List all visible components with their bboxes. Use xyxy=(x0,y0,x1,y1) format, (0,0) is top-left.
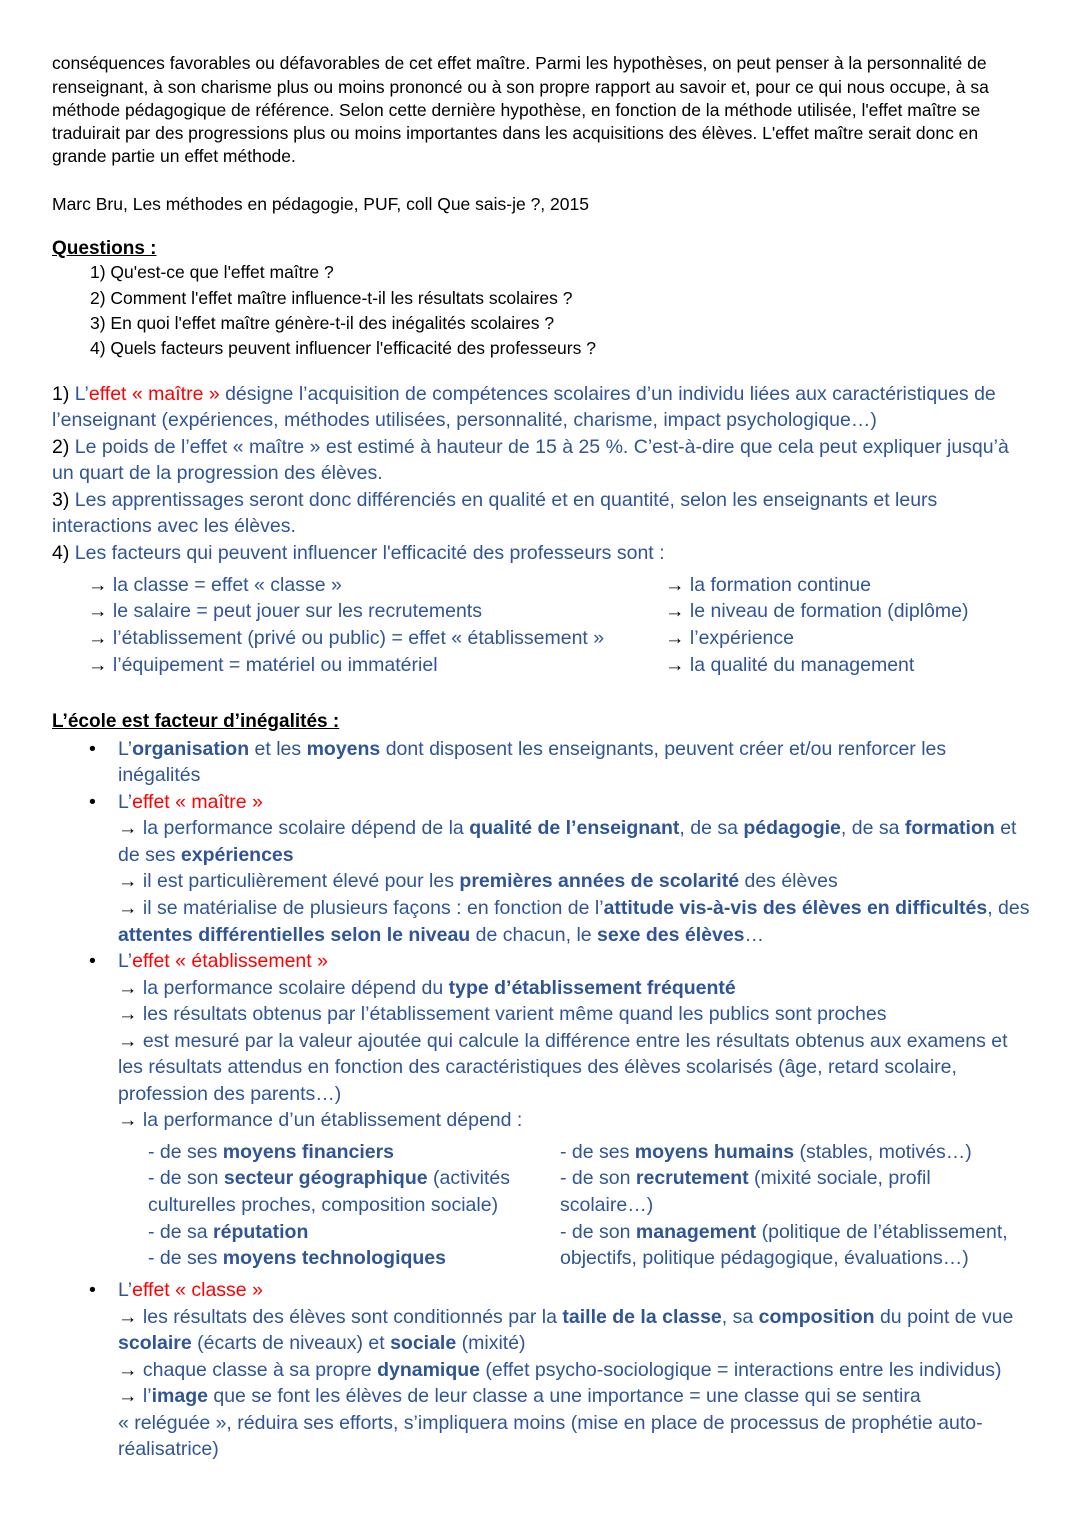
text-run: (effet psycho-sociologique = interactions entre les individus) xyxy=(480,1358,1002,1381)
bold-term: premières années de scolarité xyxy=(459,870,740,893)
bullet-line xyxy=(118,1081,1030,1108)
text-run: (mixité) xyxy=(456,1332,526,1355)
bold-term: attitude vis-à-vis des élèves en difficultés xyxy=(603,896,988,919)
citation-line: Marc Bru, Les méthodes en pédagogie, PUF, coll Que sais-je ?, 2015 xyxy=(52,194,589,215)
text-run: , sa xyxy=(721,1305,759,1328)
arrow-marker: → xyxy=(118,870,138,893)
text-run: et xyxy=(994,817,1017,840)
text-run: la formation continue xyxy=(684,573,871,596)
inequalities-heading: L’école est facteur d’inégalités : xyxy=(52,710,340,732)
text-run: l’enseignant (expériences, méthodes utilisées, personnalité, charisme, impact psychologique…) xyxy=(52,409,877,432)
bullet-line xyxy=(118,895,1030,922)
answers-block xyxy=(52,381,1030,567)
answer-line xyxy=(52,513,1030,540)
answer-line xyxy=(52,487,1030,514)
bold-term: scolaire xyxy=(118,1332,192,1355)
factor-item xyxy=(665,652,1035,679)
text-run: - de ses xyxy=(148,1140,223,1163)
inequality-item-organisation xyxy=(118,736,1030,789)
establishment-factor-line xyxy=(148,1139,548,1166)
text-run: - de ses xyxy=(560,1140,635,1163)
excerpt-line: conséquences favorables ou défavorables de cet effet maître. Parmi les hypothèses, on peut penser à la personnalité de xyxy=(52,53,987,74)
arrow-marker: → xyxy=(118,896,138,919)
bullet-line xyxy=(118,1107,1030,1134)
bold-term: réputation xyxy=(213,1220,309,1243)
arrow-marker: → xyxy=(88,600,108,623)
text-run: de ses xyxy=(118,843,181,866)
text-run: « reléguée », réduira ses efforts, s’impliquera moins (mise en place de processus de prophétie auto- xyxy=(118,1411,983,1434)
bold-term: type d’établissement fréquenté xyxy=(448,976,736,999)
text-run: … xyxy=(744,923,765,946)
bullet-line xyxy=(118,815,1030,842)
bullet-line xyxy=(118,842,1030,869)
arrow-marker: → xyxy=(665,653,685,676)
text-run: les résultats obtenus par l’établissement varient même quand les publics sont proches xyxy=(137,1003,887,1026)
bullet-line xyxy=(118,1436,1030,1463)
answer-number: 2) xyxy=(52,435,70,458)
bold-term: moyens humains xyxy=(634,1140,795,1163)
establishment-factor-line xyxy=(560,1219,1030,1246)
bold-term: management xyxy=(635,1220,757,1243)
text-run: les résultats des élèves sont conditionnés par la xyxy=(137,1305,563,1328)
bullet-line xyxy=(118,1028,1030,1055)
establishment-factors-right xyxy=(560,1139,1030,1272)
text-run: - de ses xyxy=(148,1247,223,1270)
text-run: l’expérience xyxy=(684,627,794,650)
text-run: chaque classe à sa propre xyxy=(137,1358,378,1381)
arrow-marker: → xyxy=(118,1358,138,1381)
inequality-item-effet-etablissement xyxy=(118,948,1030,1134)
answer-number: 3) xyxy=(52,488,70,511)
bold-term: sociale xyxy=(390,1332,457,1355)
text-run: - de son xyxy=(560,1167,636,1190)
arrow-marker: → xyxy=(118,1385,138,1408)
excerpt-line: renseignant, à son charisme plus ou moins prononcé ou à son propre rapport au savoir et, pour ce qui nous occupe, à sa xyxy=(52,76,989,97)
text-run: (politique de l’établissement, xyxy=(756,1220,1008,1243)
arrow-marker: → xyxy=(118,1003,138,1026)
text-run: , de sa xyxy=(679,817,744,840)
bullet-line xyxy=(118,789,1030,816)
question-item: 3) En quoi l'effet maître génère-t-il des inégalités scolaires ? xyxy=(90,312,555,333)
bullet-line xyxy=(118,1304,1030,1331)
inequalities-list xyxy=(118,736,1030,1463)
text-run: L’ xyxy=(118,1279,133,1302)
bold-term: organisation xyxy=(132,737,250,760)
inequality-item-effet-classe xyxy=(118,1277,1030,1463)
arrow-marker: → xyxy=(665,627,685,650)
text-run: l’établissement (privé ou public) = effet « établissement » xyxy=(107,627,605,650)
question-item: 4) Quels facteurs peuvent influencer l'efficacité des professeurs ? xyxy=(90,338,596,358)
bold-term: taille de la classe xyxy=(562,1305,722,1328)
text-run: culturelles proches, composition sociale) xyxy=(148,1193,499,1216)
text-run: et les xyxy=(249,737,307,760)
text-run: l’équipement = matériel ou immatériel xyxy=(107,653,438,676)
bullet-line xyxy=(118,1001,1030,1028)
text-run: objectifs, politique pédagogique, évaluations…) xyxy=(560,1247,969,1270)
bold-term: pédagogie xyxy=(743,817,841,840)
answer-line xyxy=(52,407,1030,434)
bold-term: moyens financiers xyxy=(222,1140,395,1163)
text-run: est mesuré par la valeur ajoutée qui calcule la différence entre les résultats obtenus aux examens et xyxy=(137,1029,1008,1052)
bold-term: sexe des élèves xyxy=(597,923,745,946)
text-run: la performance scolaire dépend du xyxy=(137,976,449,999)
text-run: désigne l’acquisition de compétences scolaires d’un individu liées aux caractéristiques de xyxy=(219,382,996,405)
establishment-factors-columns xyxy=(118,1139,1030,1272)
bold-term: formation xyxy=(904,817,995,840)
establishment-factor-line xyxy=(560,1165,1030,1192)
arrow-marker: → xyxy=(88,627,108,650)
bullet-line xyxy=(118,1383,1030,1410)
arrow-marker: → xyxy=(88,573,108,596)
questions-heading: Questions : xyxy=(52,237,157,259)
bullet-line xyxy=(118,1357,1030,1384)
arrow-marker: → xyxy=(88,653,108,676)
factor-item xyxy=(665,598,1035,625)
arrow-marker: → xyxy=(118,976,138,999)
bullet-line xyxy=(118,868,1030,895)
text-run: il se matérialise de plusieurs façons : en fonction de l’ xyxy=(137,896,604,919)
factor-item xyxy=(665,625,1035,652)
excerpt-paragraph xyxy=(52,52,1032,168)
text-run: que se font les élèves de leur classe a une importance = une classe qui se sentira xyxy=(207,1385,921,1408)
text-run: (écarts de niveaux) et xyxy=(191,1332,391,1355)
bullet-line xyxy=(118,1410,1030,1437)
text-run: Le poids de l’effet « maître » est estimé à hauteur de 15 à 25 %. C’est-à-dire que cela peut expliquer jusqu’à xyxy=(69,435,1009,458)
answer-number: 1) xyxy=(52,382,70,405)
question-item: 2) Comment l'effet maître influence-t-il les résultats scolaires ? xyxy=(90,287,573,308)
text-run: la qualité du management xyxy=(684,653,915,676)
text-run: Les facteurs qui peuvent influencer l'efficacité des professeurs sont : xyxy=(69,541,665,564)
establishment-factors-left xyxy=(148,1139,548,1272)
bold-term: moyens xyxy=(306,737,381,760)
text-run: L’ xyxy=(118,790,133,813)
establishment-factor-line xyxy=(560,1245,1030,1272)
excerpt-line: méthode pédagogique de référence. Selon cette dernière hypothèse, en fonction de la méthode utilisée, l'effet maître se xyxy=(52,99,981,120)
bullet-line xyxy=(118,975,1030,1002)
arrow-marker: → xyxy=(665,573,685,596)
arrow-marker: → xyxy=(118,1305,138,1328)
highlighted-term: effet « maître » xyxy=(88,382,220,405)
text-run: L’ xyxy=(118,950,133,973)
bold-term: recrutement xyxy=(635,1167,749,1190)
arrow-marker: → xyxy=(118,1029,138,1052)
source-citation xyxy=(52,193,1032,216)
establishment-factor-line xyxy=(148,1192,548,1219)
text-run: inégalités xyxy=(118,764,201,787)
text-run: la classe = effet « classe » xyxy=(107,573,342,596)
text-run: l’ xyxy=(137,1385,152,1408)
excerpt-line: traduirait par des progressions plus ou moins importantes dans les acquisitions des élèves. L'effet maître serait donc en xyxy=(52,123,979,143)
answer-line xyxy=(52,434,1030,461)
text-run: scolaire…) xyxy=(560,1193,654,1216)
factor-item xyxy=(88,572,653,599)
text-run: réalisatrice) xyxy=(118,1438,219,1461)
bold-term: attentes différentielles selon le niveau xyxy=(118,923,471,946)
bold-term: image xyxy=(151,1385,208,1408)
factor-item xyxy=(88,625,653,652)
highlighted-term: effet « établissement » xyxy=(132,950,328,973)
text-run: (mixité sociale, profil xyxy=(748,1167,931,1190)
bold-term: dynamique xyxy=(377,1358,480,1381)
text-run: profession des parents…) xyxy=(118,1082,342,1105)
bullet-line xyxy=(118,736,1030,763)
text-run: des élèves xyxy=(739,870,838,893)
establishment-factor-line xyxy=(148,1219,548,1246)
establishment-factor-line xyxy=(560,1139,1030,1166)
text-run: (activités xyxy=(427,1167,510,1190)
bullet-line xyxy=(118,948,1030,975)
question-item: 1) Qu'est-ce que l'effet maître ? xyxy=(90,262,334,283)
bullet-line xyxy=(118,1054,1030,1081)
factor-item xyxy=(88,598,653,625)
factor-item xyxy=(665,572,1035,599)
text-run: le niveau de formation (diplôme) xyxy=(684,600,969,623)
text-run: , des xyxy=(987,896,1030,919)
text-run: - de sa xyxy=(148,1220,214,1243)
bullet-line xyxy=(118,1330,1030,1357)
text-run: Les apprentissages seront donc différenciés en qualité et en quantité, selon les enseignants et leurs xyxy=(69,488,938,511)
text-run: la performance d’un établissement dépend : xyxy=(137,1109,523,1132)
bold-term: moyens technologiques xyxy=(222,1247,446,1270)
factors-list-left xyxy=(88,572,653,679)
establishment-factor-line xyxy=(148,1165,548,1192)
inequality-item-effet-maitre xyxy=(118,789,1030,948)
text-run: , de sa xyxy=(840,817,905,840)
text-run: interactions avec les élèves. xyxy=(52,515,296,538)
arrow-marker: → xyxy=(665,600,685,623)
factors-list-right xyxy=(665,572,1035,679)
answer-line xyxy=(52,540,1030,567)
text-run: le salaire = peut jouer sur les recrutements xyxy=(107,600,482,623)
text-run: un quart de la progression des élèves. xyxy=(52,462,383,485)
establishment-factor-line xyxy=(148,1245,548,1272)
bullet-line xyxy=(118,762,1030,789)
bold-term: expériences xyxy=(180,843,294,866)
text-run: de chacun, le xyxy=(470,923,598,946)
bold-term: qualité de l’enseignant xyxy=(469,817,680,840)
highlighted-term: effet « classe » xyxy=(132,1279,263,1302)
bullet-line xyxy=(118,922,1030,949)
text-run: les résultats attendus en fonction des caractéristiques des élèves scolarisés (âge, retard scolaire, xyxy=(118,1056,957,1079)
arrow-marker: → xyxy=(118,817,138,840)
arrow-marker: → xyxy=(118,1109,138,1132)
establishment-factor-line xyxy=(560,1192,1030,1219)
answer-number: 4) xyxy=(52,541,70,564)
excerpt-line: grande partie un effet méthode. xyxy=(52,146,296,167)
text-run: L’ xyxy=(118,737,133,760)
bold-term: composition xyxy=(758,1305,875,1328)
text-run: - de son xyxy=(148,1167,224,1190)
highlighted-term: effet « maître » xyxy=(132,790,263,813)
factor-item xyxy=(88,652,653,679)
text-run: du point de vue xyxy=(874,1305,1014,1328)
text-run: il est particulièrement élevé pour les xyxy=(137,870,460,893)
text-run: la performance scolaire dépend de la xyxy=(137,817,470,840)
answer-line xyxy=(52,381,1030,408)
answer-line xyxy=(52,460,1030,487)
text-run: L’ xyxy=(69,382,89,405)
bullet-line xyxy=(118,1277,1030,1304)
text-run: (stables, motivés…) xyxy=(794,1140,972,1163)
bold-term: secteur géographique xyxy=(223,1167,428,1190)
text-run: dont disposent les enseignants, peuvent créer et/ou renforcer les xyxy=(380,737,947,760)
text-run: - de son xyxy=(560,1220,636,1243)
questions-list xyxy=(90,260,1030,361)
